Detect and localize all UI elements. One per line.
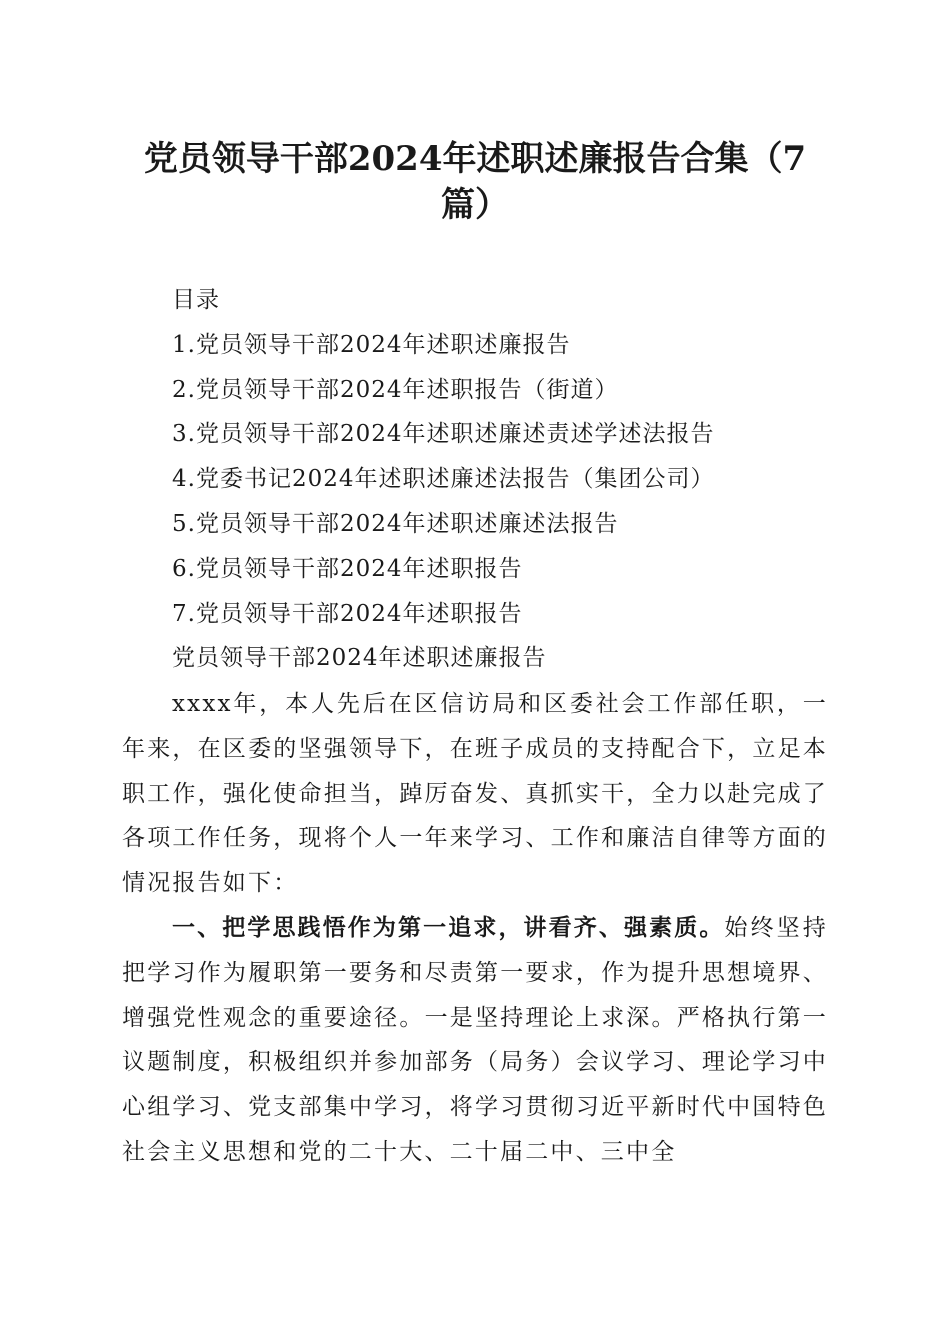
point-1-paragraph [122,906,828,1175]
toc-item-3: 3.党员领导干部2024年述职述廉述责述学述法报告 [172,421,715,448]
toc-item-6: 6.党员领导干部2024年述职报告 [172,555,523,582]
point-1-lead: 一、把学思践悟作为第一追求，讲看齐、强素质。 [172,914,725,941]
toc-item-5: 5.党员领导干部2024年述职述廉述法报告 [172,510,619,537]
intro-paragraph: xxxx年，本人先后在区信访局和区委社会工作部任职，一年来，在区委的坚强领导下，在班子成员的支持配合下，立足本职工作，强化使命担当，踔厉奋发、真抓实干，全力以赴完成了各项工作任务，现将个人一年来学习、工作和廉洁自律等方面的情况报告如下： [122,691,828,897]
toc-item-4: 4.党委书记2024年述职述廉述法报告（集团公司） [172,466,715,493]
document-title-line-1: 党员领导干部2024年述职述廉报告合集（7 [143,139,807,179]
document-title [120,136,830,228]
toc-heading: 目录 [172,287,220,313]
toc-item-2: 2.党员领导干部2024年述职报告（街道） [172,376,619,403]
point-1-body: 始终坚持把学习作为履职第一要务和尽责第一要求，作为提升思想境界、增强党性观念的重要途径。一是坚持理论上求深。严格执行第一议题制度，积极组织并参加部务（局务）会议学习、理论学习中心组学习、党支部集中学习，将学习贯彻习近平新时代中国特色社会主义思想和党的二十大、二十届二中、三中全 [122,914,828,1165]
section-title: 党员领导干部2024年述职述廉报告 [172,645,547,672]
report-body [122,682,828,1175]
table-of-contents [172,278,832,681]
document-title-line-2: 篇） [441,185,509,225]
toc-item-7: 7.党员领导干部2024年述职报告 [172,600,523,627]
toc-item-1: 1.党员领导干部2024年述职述廉报告 [172,331,571,358]
